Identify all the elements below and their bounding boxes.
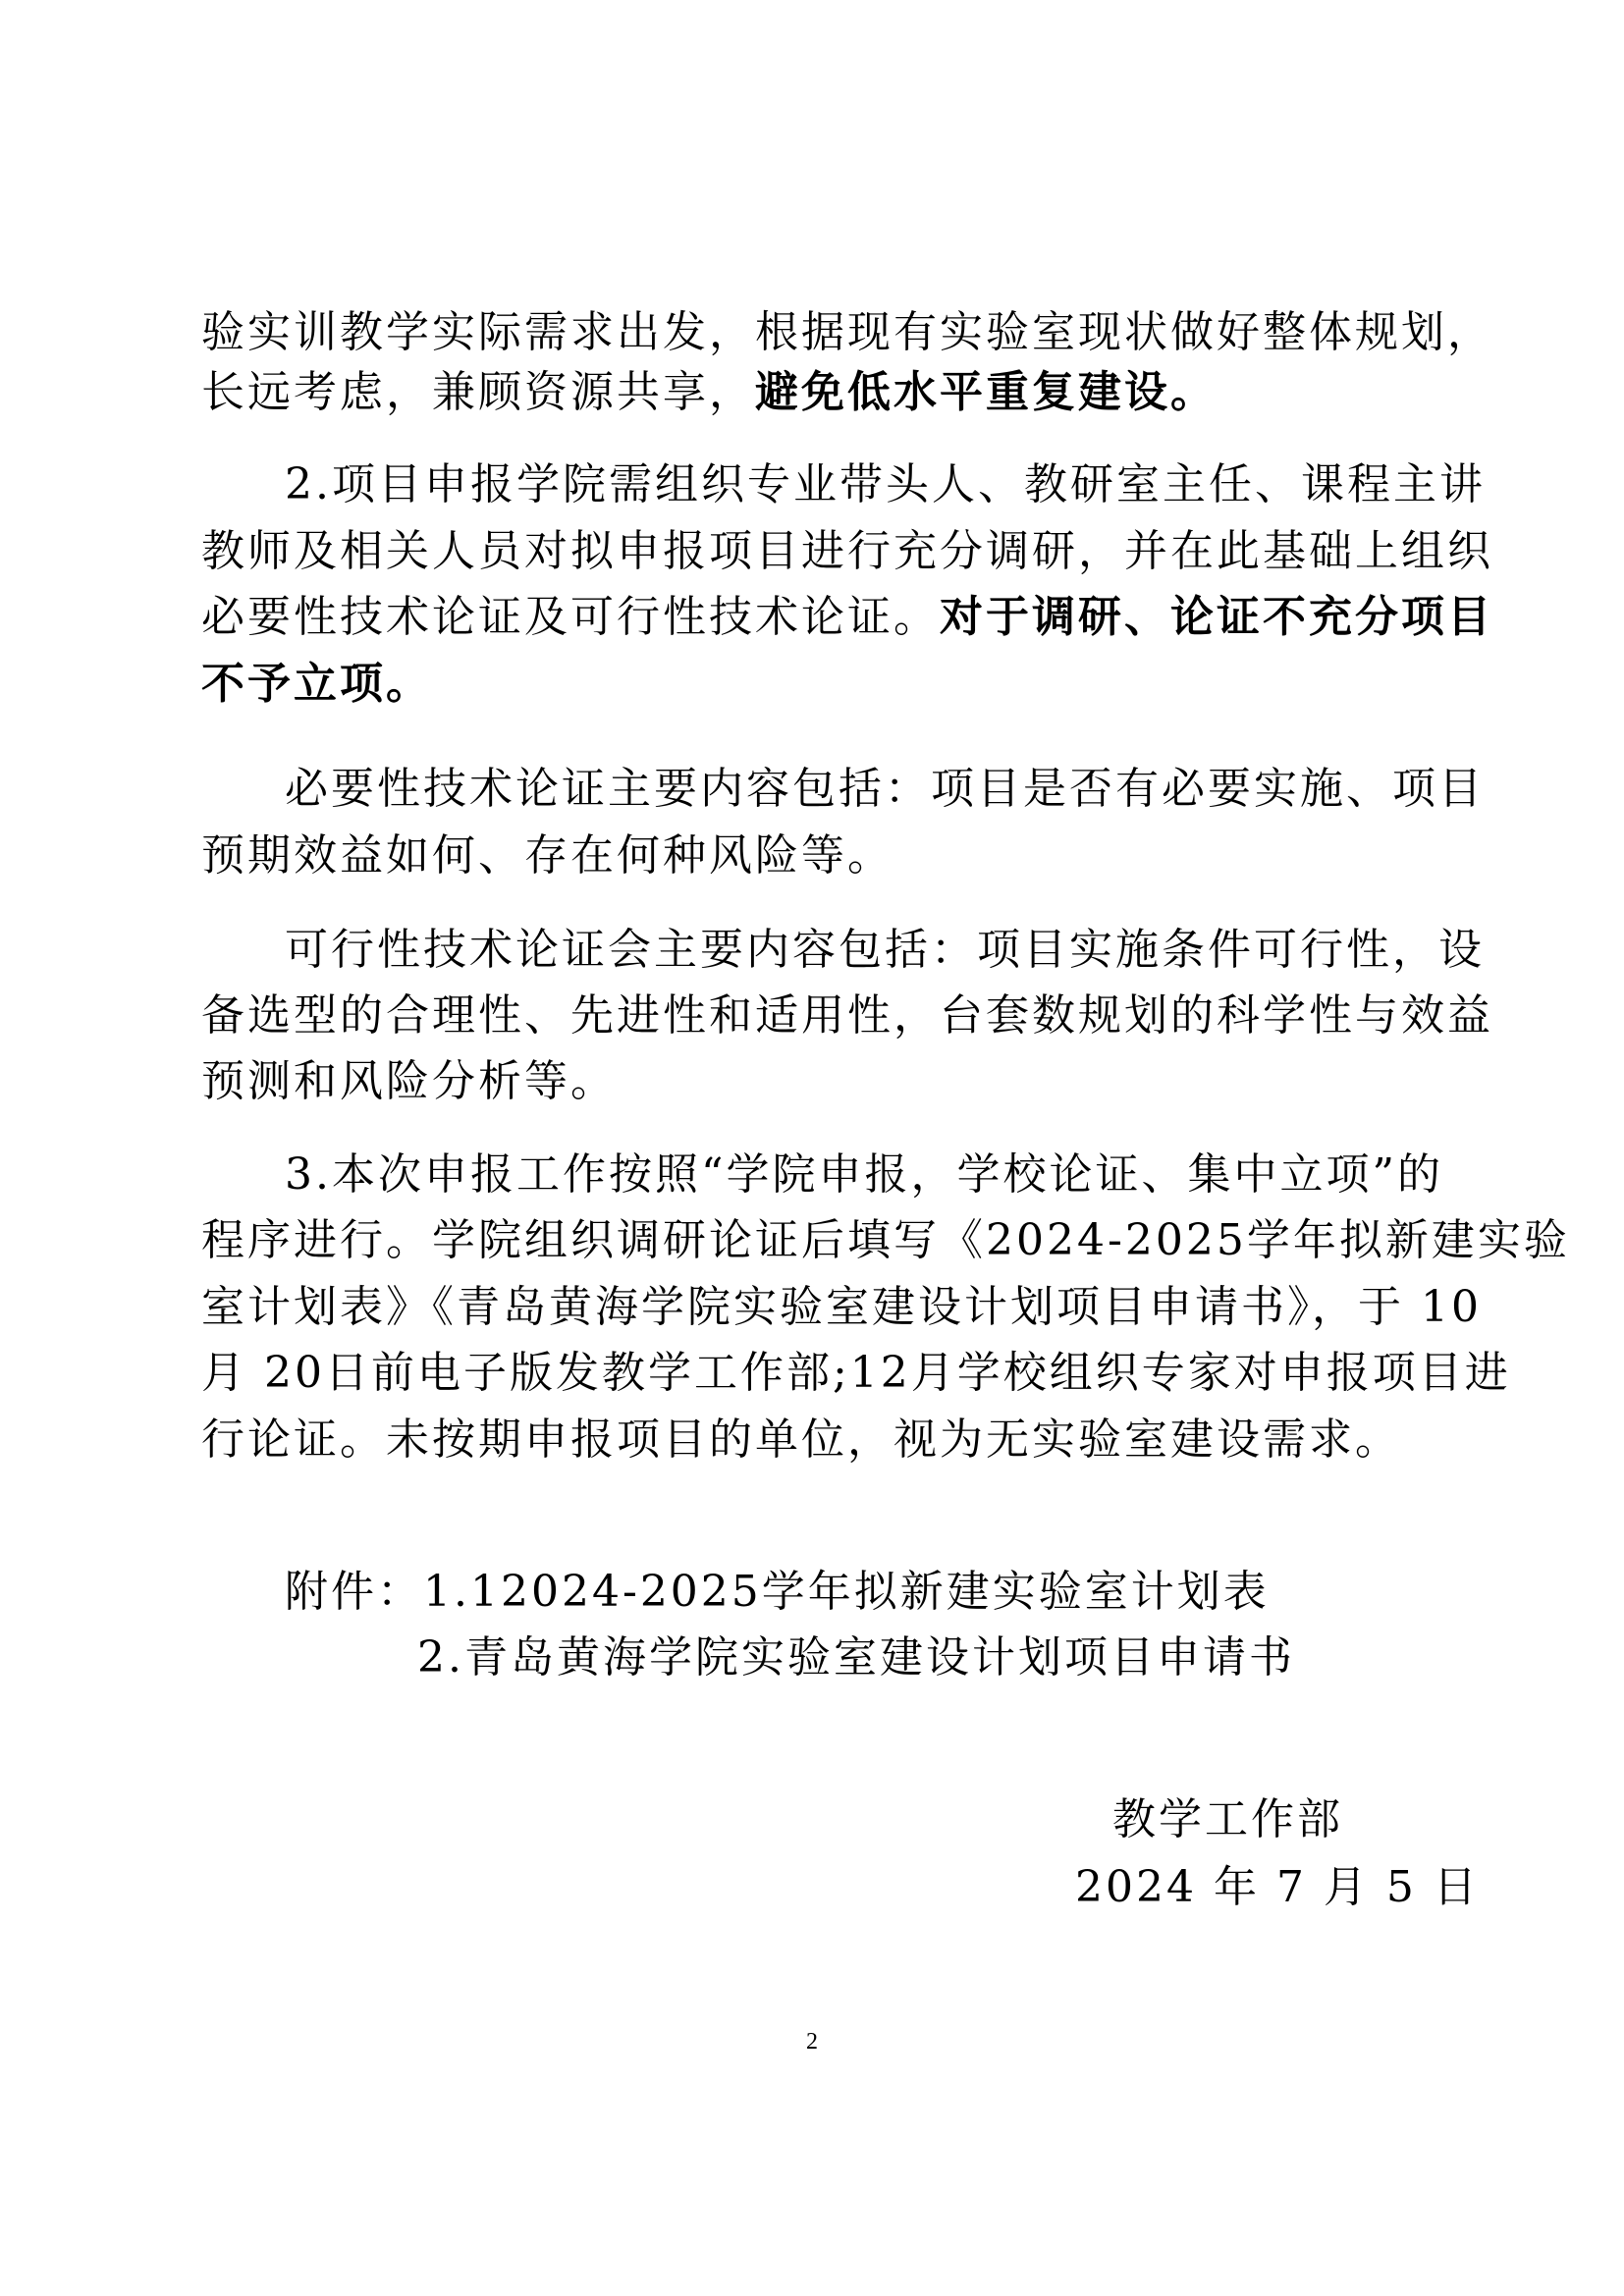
paragraph-4-line-1: 可行性技术论证会主要内容包括：项目实施条件可行性，设: [285, 925, 1485, 975]
page-number: 2: [806, 2029, 818, 2055]
paragraph-5-line-3: 室计划表》《青岛黄海学院实验室建设计划项目申请书》，于 10: [201, 1282, 1482, 1332]
paragraph-3-line-1: 必要性技术论证主要内容包括：项目是否有必要实施、项目: [285, 764, 1485, 814]
paragraph-2-line-3: [201, 591, 1493, 644]
paragraph-2-line-2: 教师及相关人员对拟申报项目进行充分调研，并在此基础上组织: [201, 526, 1493, 576]
paragraph-2-line-1: 2.项目申报学院需组织专业带头人、教研室主任、课程主讲: [285, 459, 1486, 509]
paragraph-5-line-5: 行论证。未按期申报项目的单位，视为无实验室建设需求。: [201, 1415, 1401, 1465]
paragraph-4-line-2: 备选型的合理性、先进性和适用性，台套数规划的科学性与效益: [201, 990, 1493, 1041]
signature-date: 2024 年 7 月 5 日: [1075, 1862, 1480, 1912]
attachment-line-2: 2.青岛黄海学院实验室建设计划项目申请书: [417, 1632, 1295, 1682]
paragraph-1-line-2: [201, 366, 1438, 419]
paragraph-1-line-1: 验实训教学实际需求出发，根据现有实验室现状做好整体规划，: [201, 307, 1493, 357]
paragraph-5-line-4: 月 20日前电子版发教学工作部;12月学校组织专家对申报项目进: [201, 1348, 1511, 1398]
paragraph-1-line-2-text: 长远考虑，兼顾资源共享，: [201, 367, 755, 417]
paragraph-2-bold-text: 对于调研、论证不充分项目: [940, 592, 1493, 642]
paragraph-3-line-2: 预期效益如何、存在何种风险等。: [201, 830, 893, 881]
attachment-line-1: 附件：1.12024-2025学年拟新建实验室计划表: [285, 1567, 1270, 1617]
paragraph-2-line-4: 不予立项。: [201, 659, 432, 709]
paragraph-1-bold-text: 避免低水平重复建设。: [755, 367, 1217, 417]
signature-department: 教学工作部: [1112, 1794, 1343, 1844]
paragraph-5-line-2: 程序进行。学院组织调研论证后填写《2024-2025学年拟新建实验: [201, 1215, 1570, 1265]
paragraph-4-line-3: 预测和风险分析等。: [201, 1056, 617, 1106]
paragraph-2-line-3-text: 必要性技术论证及可行性技术论证。: [201, 592, 940, 642]
paragraph-5-line-1: 3.本次申报工作按照“学院申报，学校论证、集中立项”的: [285, 1149, 1443, 1200]
